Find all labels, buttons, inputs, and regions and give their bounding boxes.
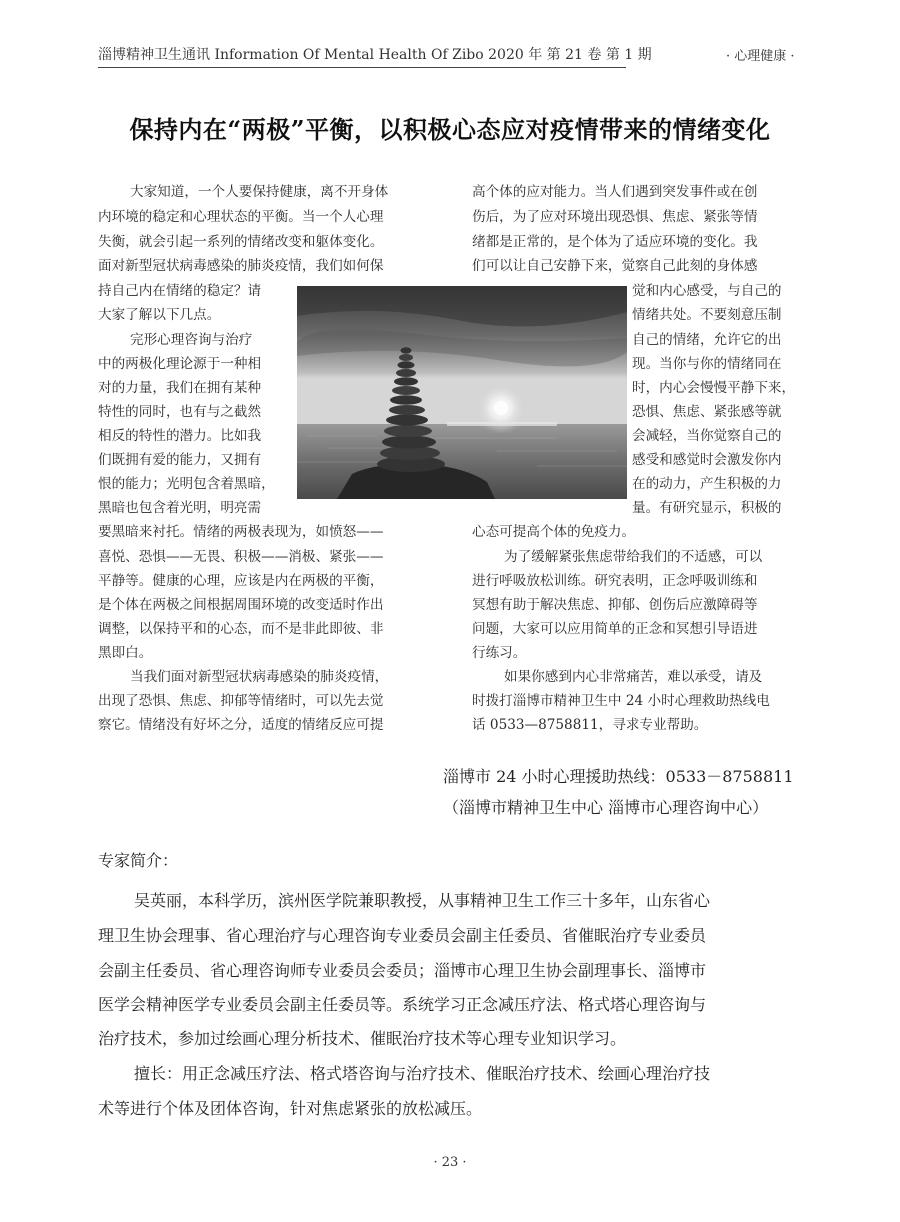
body-line: 绪都是正常的，是个体为了适应环境的变化。我 (472, 234, 758, 250)
journal-header: 淄博精神卫生通讯 Information Of Mental Health Of Zibo 2020 年 第 21 卷 第 1 期 (98, 47, 652, 63)
bio-line: 术等进行个体及团体咨询，针对焦虑紧张的放松减压。 (98, 1099, 483, 1118)
body-line: 平静等。健康的心理，应该是内在两极的平衡， (98, 573, 384, 589)
body-line: 黑即白。 (98, 645, 153, 661)
body-line: 出现了恐惧、焦虑、抑郁等情绪时，可以先去觉 (98, 693, 384, 709)
body-line: 内环境的稳定和心理状态的平衡。当一个人心理 (98, 209, 384, 225)
body-line: 如果你感到内心非常痛苦，难以承受，请及 (504, 669, 763, 685)
body-line: 感受和感觉时会激发你内 (632, 452, 782, 468)
section-label: · 心理健康 · (726, 49, 795, 64)
body-line: 高个体的应对能力。当人们遇到突发事件或在创 (472, 184, 758, 200)
header-rule (98, 67, 626, 68)
body-line: 完形心理咨询与治疗 (130, 332, 253, 348)
body-line: 时，内心会慢慢平静下来， (632, 380, 796, 396)
body-line: 心态可提高个体的免疫力。 (472, 524, 636, 540)
body-line: 们可以让自己安静下来，觉察自己此刻的身体感 (472, 258, 758, 274)
body-line: 们既拥有爱的能力，又拥有 (98, 452, 262, 468)
body-line: 大家了解以下几点。 (98, 307, 221, 323)
body-line: 要黑暗来衬托。情绪的两极表现为，如愤怒—— (98, 524, 384, 540)
body-line: 是个体在两极之间根据周围环境的改变适时作出 (98, 597, 384, 613)
body-line: 特性的同时，也有与之截然 (98, 404, 262, 420)
body-line: 为了缓解紧张焦虑带给我们的不适感，可以 (504, 549, 763, 565)
body-line: 话 0533—8758811，寻求专业帮助。 (472, 717, 708, 733)
body-line: 当我们面对新型冠状病毒感染的肺炎疫情， (130, 669, 389, 685)
body-line: 对的力量，我们在拥有某种 (98, 380, 262, 396)
body-line: 恐惧、焦虑、紧张感等就 (632, 404, 782, 420)
body-line: 行练习。 (472, 645, 527, 661)
bio-line: 治疗技术，参加过绘画心理分析技术、催眠治疗技术等心理专业知识学习。 (98, 1029, 627, 1048)
body-line: 量。有研究显示，积极的 (632, 500, 782, 516)
body-line: 时拨打淄博市精神卫生中 24 小时心理救助热线电 (472, 693, 770, 709)
bio-line: 医学会精神医学专业委员会副主任委员等。系统学习正念减压疗法、格式塔心理咨询与 (98, 995, 707, 1014)
body-line: 会减轻，当你觉察自己的 (632, 428, 782, 444)
hotline-number: 淄博市 24 小时心理援助热线：0533－8758811 (443, 767, 794, 786)
body-line: 调整，以保持平和的心态，而不是非此即彼、非 (98, 621, 384, 637)
bio-line: 会副主任委员、省心理咨询师专业委员会委员；淄博市心理卫生协会副理事长、淄博市 (98, 961, 707, 980)
body-line: 问题，大家可以应用简单的正念和冥想引导语进 (472, 621, 758, 637)
body-line: 失衡，就会引起一系列的情绪改变和躯体变化。 (98, 234, 384, 250)
body-line: 在的动力，产生积极的力 (632, 476, 782, 492)
body-line: 中的两极化理论源于一种相 (98, 356, 262, 372)
body-line: 大家知道，一个人要保持健康，离不开身体 (130, 184, 389, 200)
body-line: 冥想有助于解决焦虑、抑郁、创伤后应激障碍等 (472, 597, 758, 613)
bio-line: 吴英丽，本科学历，滨州医学院兼职教授，从事精神卫生工作三十多年，山东省心 (134, 891, 711, 910)
stone-stack-photo (297, 286, 627, 499)
body-line: 持自己内在情绪的稳定？请 (98, 283, 262, 299)
body-line: 自己的情绪，允许它的出 (632, 332, 782, 348)
body-line: 伤后，为了应对环境出现恐惧、焦虑、紧张等情 (472, 209, 758, 225)
hotline-institutions: （淄博市精神卫生中心 淄博市心理咨询中心） (443, 798, 769, 817)
article-title: 保持内在“两极”平衡，以积极心态应对疫情带来的情绪变化 (129, 115, 771, 144)
page-number: · 23 · (433, 1155, 467, 1170)
body-line: 察它。情绪没有好坏之分，适度的情绪反应可提 (98, 717, 384, 733)
body-line: 情绪共处。不要刻意压制 (632, 307, 782, 323)
body-line: 面对新型冠状病毒感染的肺炎疫情，我们如何保 (98, 258, 384, 274)
bio-line: 理卫生协会理事、省心理治疗与心理咨询专业委员会副主任委员、省催眠治疗专业委员 (98, 926, 707, 945)
body-line: 现。当你与你的情绪同在 (632, 356, 782, 372)
body-line: 恨的能力；光明包含着黑暗， (98, 476, 275, 492)
body-line: 进行呼吸放松训练。研究表明，正念呼吸训练和 (472, 573, 758, 589)
body-line: 觉和内心感受，与自己的 (632, 283, 782, 299)
body-line: 黑暗也包含着光明，明亮需 (98, 500, 262, 516)
bio-line: 擅长：用正念减压疗法、格式塔咨询与治疗技术、催眠治疗技术、绘画心理治疗技 (134, 1064, 711, 1083)
body-line: 相反的特性的潜力。比如我 (98, 428, 262, 444)
body-line: 喜悦、恐惧——无畏、积极——消极、紧张—— (98, 549, 384, 565)
expert-heading: 专家简介： (98, 851, 179, 870)
